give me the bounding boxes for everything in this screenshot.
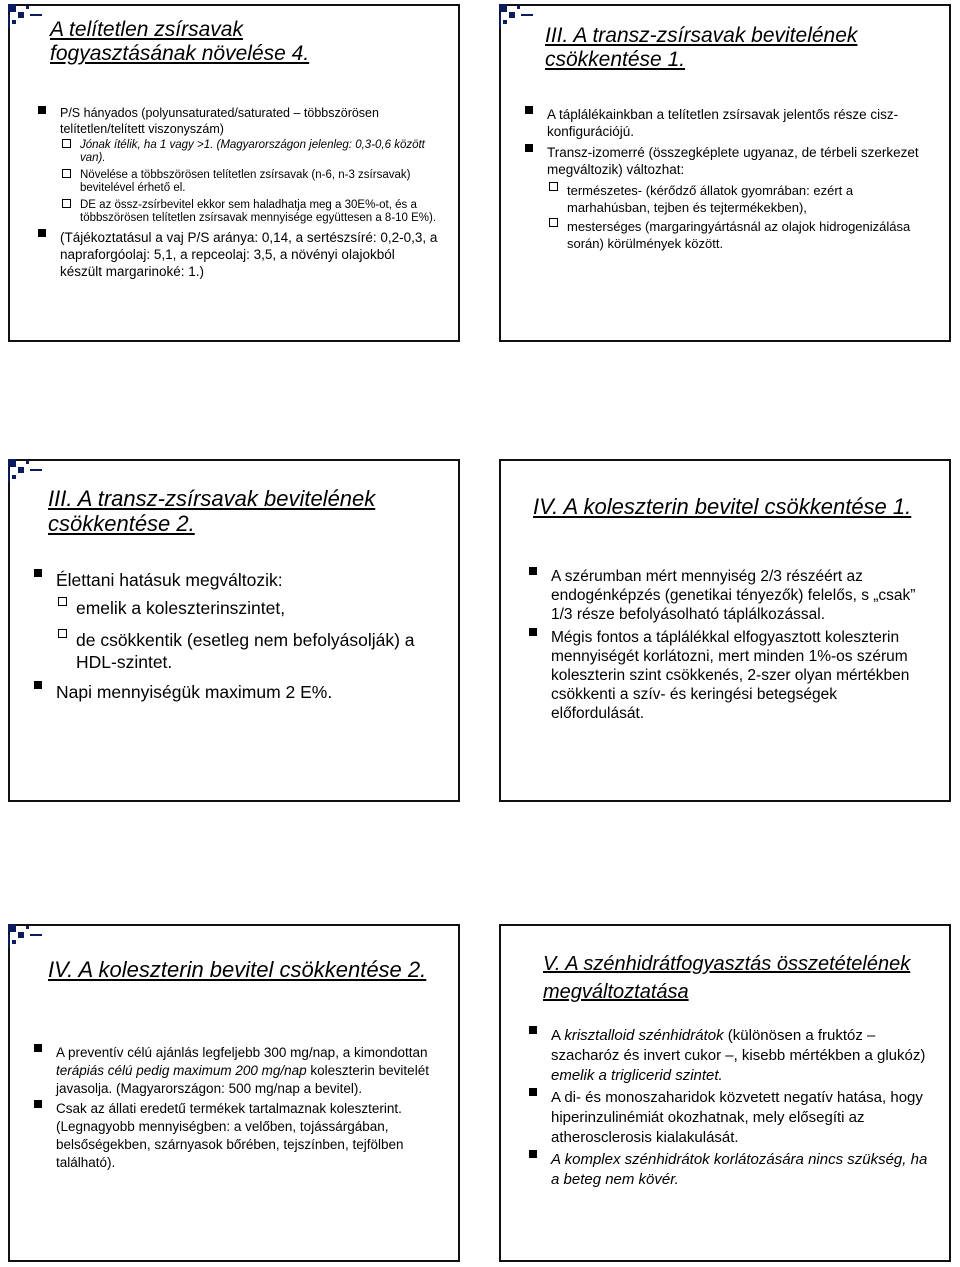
sub-bullet-item xyxy=(547,218,935,252)
sub-bullet-item xyxy=(60,169,438,195)
slide-body xyxy=(34,569,444,703)
text-segment: emelik a triglicerid szintet. xyxy=(551,1067,723,1084)
bullet-text: Mégis fontos a táplálékkal elfogyasztott koleszterin mennyiségét korlátozni, mert minden 1%-os szérum koleszterin szint csökkenés, 2-szer olyan mértékben csökkenti a szív- és keringési betegségek előfordulását. xyxy=(551,629,910,722)
slide-body xyxy=(525,106,935,252)
bullet-item xyxy=(34,1100,444,1172)
slide-body xyxy=(529,1026,933,1190)
bullet-item xyxy=(525,106,935,140)
bullet-item xyxy=(34,1044,444,1098)
text-segment: A xyxy=(551,1027,565,1044)
slide-title: III. A transz-zsírsavak bevitelének csökkentése 1. xyxy=(545,24,858,71)
slide-logo-icon xyxy=(8,4,48,30)
bullet-item xyxy=(529,1026,933,1086)
text-segment: A preventív célú ajánlás legfeljebb 300 mg/nap, a kimondottan xyxy=(56,1045,428,1060)
bullet-text: Csak az állati eredetű termékek tartalmaznak koleszterint. (Legnagyobb mennyiségben: a velőben, tojássárgában, belsőségekben, szárnyasok bőrében, tejszínben, tejfölben található). xyxy=(56,1101,404,1170)
text-segment: (különösen a fruktóz –szacharóz és invert cukor –, kisebb mértékben a glukóz) xyxy=(551,1027,926,1064)
sub-bullet-item xyxy=(60,139,438,165)
sub-bullet-text: Jónak ítélik, ha 1 vagy >1. (Magyarországon jelenleg: 0,3-0,6 között van). xyxy=(80,139,425,164)
text-segment: koleszterin bevitelét javasolja. (Magyarországon: 500 mg/nap a bevitel). xyxy=(56,1063,429,1096)
slide-logo-icon xyxy=(8,459,48,485)
bullet-text xyxy=(551,1151,927,1188)
slide-2 xyxy=(499,4,951,342)
sub-bullet-text: de csökkentik (esetleg nem befolyásolják) a HDL-szintet. xyxy=(76,630,415,672)
bullet-text: A szérumban mért mennyiség 2/3 részéért az endogénképzés (genetikai tényezők) felelős, s „csak” 1/3 része befolyásolható táplálkozással. xyxy=(551,568,916,623)
bullet-text: A táplálékainkban a telítetlen zsírsavak jelentős része cisz-konfigurációjú. xyxy=(547,107,899,139)
sub-bullet-text: emelik a koleszterinszintet, xyxy=(76,598,286,618)
slide-3 xyxy=(8,459,460,802)
sub-bullet-item xyxy=(60,199,438,225)
bullet-text xyxy=(56,1045,429,1096)
bullet-item xyxy=(525,144,935,252)
sub-bullet-text: természetes- (kérődző állatok gyomrában: ezért a marhahúsban, tejben és tejtermékekben), xyxy=(567,183,854,215)
bullet-item xyxy=(38,106,438,225)
bullet-text xyxy=(551,1027,925,1084)
slide-logo-icon xyxy=(8,924,48,950)
slide-body xyxy=(38,106,438,280)
bullet-item xyxy=(529,567,933,624)
bullet-item xyxy=(34,681,444,703)
bullet-text: Napi mennyiségük maximum 2 E%. xyxy=(56,682,333,702)
slide-title: V. A szénhidrátfogyasztás összetételének megváltoztatása xyxy=(543,953,911,1003)
sub-bullet-item xyxy=(56,597,444,619)
slide-body xyxy=(529,567,933,723)
sub-bullet-item xyxy=(547,182,935,216)
bullet-item xyxy=(529,1088,933,1148)
bullet-item xyxy=(38,229,438,280)
slide-6 xyxy=(499,924,951,1262)
bullet-item xyxy=(529,628,933,723)
bullet-item xyxy=(529,1150,933,1190)
sub-bullet-text: DE az össz-zsírbevitel ekkor sem haladhatja meg a 30E%-ot, és a többszörösen telítetlen zsírsavak mennyisége együttesen a 8-10 E%). xyxy=(80,199,437,224)
bullet-text: A di- és monoszaharidok közvetett negatív hatása, hogy hiperinzulinémiát okozhatnak, mely elősegíti az atherosclerosis kialakulását. xyxy=(551,1089,923,1146)
sub-bullet-text: mesterséges (margaringyártásnál az olajok hidrogenizálása során) körülmények között. xyxy=(567,219,911,251)
sub-bullet-item xyxy=(56,629,444,673)
slide-logo-icon xyxy=(499,4,539,30)
slide-1 xyxy=(8,4,460,342)
bullet-text: P/S hányados (polyunsaturated/saturated – többszörösen telítetlen/telített viszonyszám) xyxy=(60,106,379,136)
bullet-item xyxy=(34,569,444,673)
slide-body xyxy=(34,1044,444,1172)
text-segment: terápiás célú pedig maximum 200 mg/nap xyxy=(56,1063,307,1078)
slide-title: IV. A koleszterin bevitel csökkentése 2. xyxy=(48,957,427,982)
slide-4 xyxy=(499,459,951,802)
sub-bullet-text: Növelése a többszörösen telítetlen zsírsavak (n-6, n-3 zsírsavak) bevitelével érhető el. xyxy=(80,169,411,194)
bullet-text: Transz-izomerré (összegképlete ugyanaz, de térbeli szerkezet megváltozik) változhat: xyxy=(547,145,919,177)
slide-5 xyxy=(8,924,460,1262)
bullet-text: Élettani hatásuk megváltozik: xyxy=(56,570,283,590)
text-segment: A komplex szénhidrátok korlátozására nincs szükség, ha a beteg nem kövér. xyxy=(551,1151,928,1188)
slide-title: IV. A koleszterin bevitel csökkentése 1. xyxy=(533,494,912,519)
text-segment: krisztalloid szénhidrátok xyxy=(564,1027,724,1044)
bullet-text: (Tájékoztatásul a vaj P/S aránya: 0,14, a sertészsíré: 0,2-0,3, a napraforgóolaj: 5,1, a repceolaj: 3,5, a növényi olajokból készült margarinoké: 1.) xyxy=(60,230,438,279)
slide-title: III. A transz-zsírsavak bevitelének csökkentése 2. xyxy=(48,486,376,536)
slide-title: A telítetlen zsírsavak fogyasztásának növelése 4. xyxy=(50,18,310,65)
